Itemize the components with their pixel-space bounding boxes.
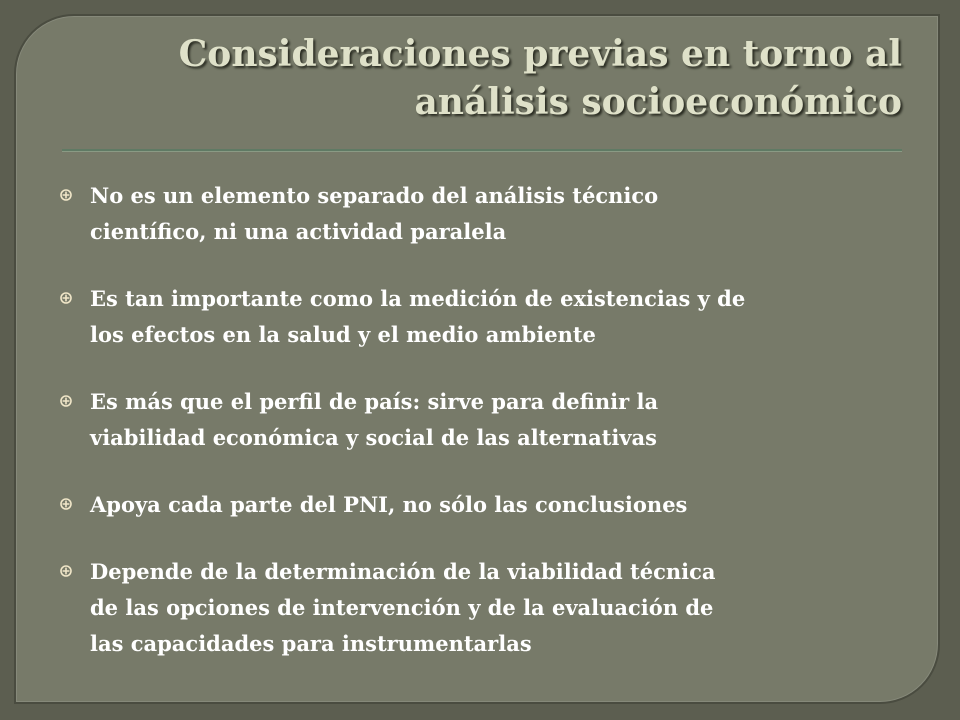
circled-plus-icon <box>60 395 72 407</box>
bullet-line: viabilidad económica y social de las alternativas <box>90 425 657 450</box>
bullet-item <box>60 487 900 523</box>
bullet-item <box>60 281 900 353</box>
title-divider <box>62 149 902 152</box>
bullet-line: de las opciones de intervención y de la evaluación de <box>90 595 714 620</box>
title-line: Consideraciones previas en torno al <box>178 33 902 75</box>
circled-plus-icon <box>60 565 72 577</box>
bullet-line: Es tan importante como la medición de existencias y de <box>90 286 746 311</box>
bullet-line: científico, ni una actividad paralela <box>90 219 507 244</box>
bullet-line: Apoya cada parte del PNI, no sólo las conclusiones <box>90 492 688 517</box>
bullet-line: los efectos en la salud y el medio ambiente <box>90 322 596 347</box>
bullet-line: Depende de la determinación de la viabilidad técnica <box>90 559 716 584</box>
circled-plus-icon <box>60 189 72 201</box>
bullet-item <box>60 178 900 250</box>
slide-title <box>102 30 902 126</box>
bullet-item <box>60 384 900 456</box>
circled-plus-icon <box>60 498 72 510</box>
bullet-line: Es más que el perfil de país: sirve para definir la <box>90 389 659 414</box>
bullet-line: No es un elemento separado del análisis técnico <box>90 183 659 208</box>
bullet-line: las capacidades para instrumentarlas <box>90 631 532 656</box>
bullet-item <box>60 554 900 662</box>
circled-plus-icon <box>60 292 72 304</box>
bullet-list <box>60 178 900 693</box>
title-line: análisis socioeconómico <box>414 81 902 123</box>
